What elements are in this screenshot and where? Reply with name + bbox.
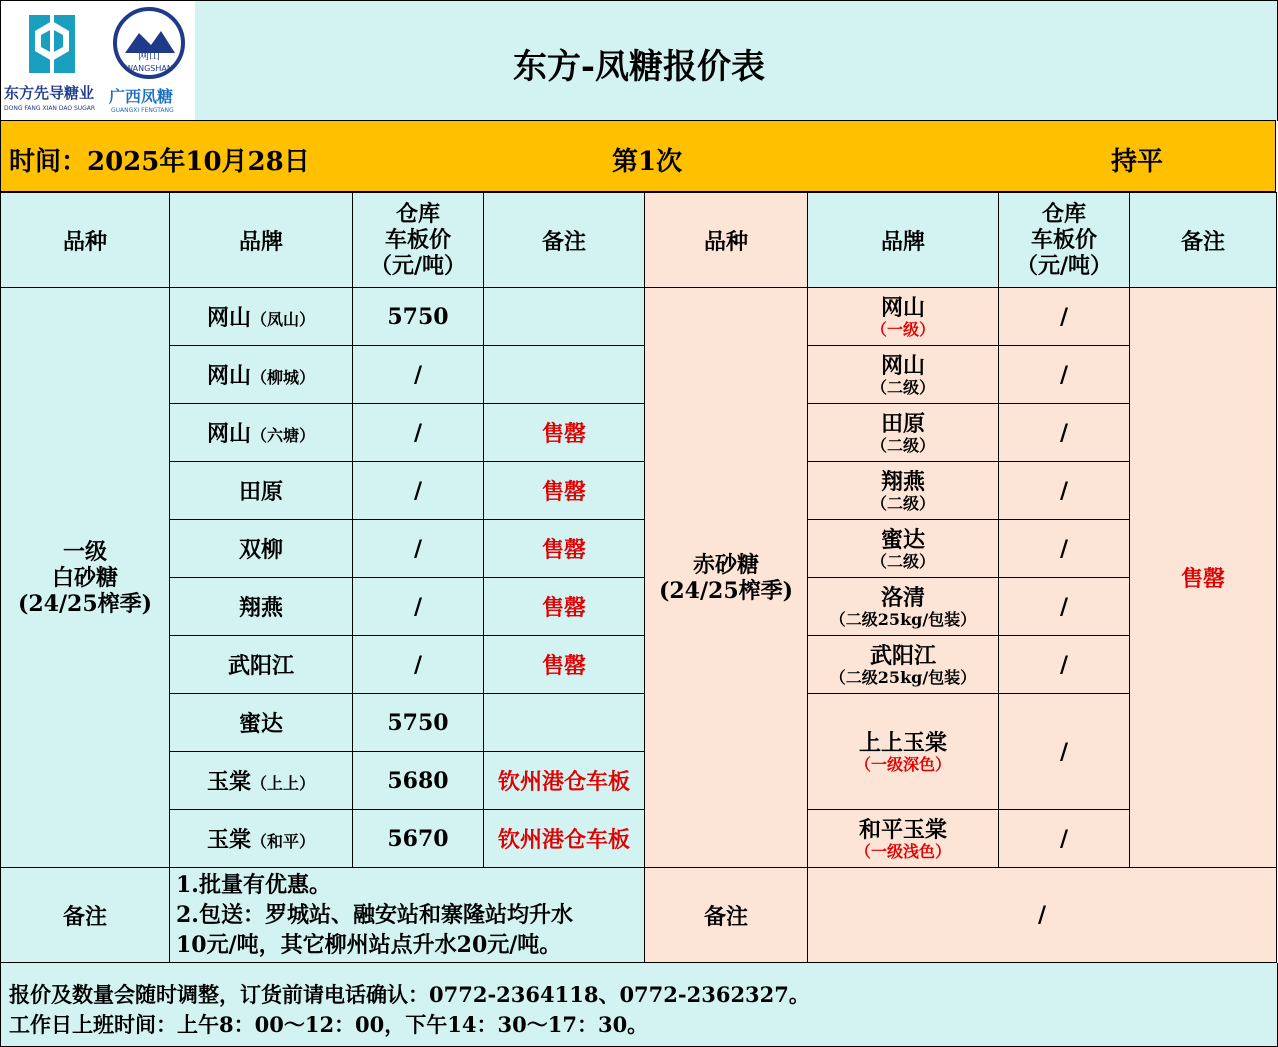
left-note: 钦州港仓车板 [484, 810, 645, 868]
left-note [484, 346, 645, 404]
header-brand: 品牌 [170, 193, 353, 288]
left-note: 售罄 [484, 404, 645, 462]
left-note: 售罄 [484, 578, 645, 636]
left-brand: 网山（六塘） [170, 404, 353, 462]
header-variety-right: 品种 [645, 193, 808, 288]
left-brand: 武阳江 [170, 636, 353, 694]
right-brand: 网山 （一级） [808, 288, 999, 346]
price-table [0, 192, 1277, 963]
left-price: / [353, 578, 484, 636]
right-price: / [999, 288, 1130, 346]
left-brand: 玉棠（和平） [170, 810, 353, 868]
header-brand-right: 品牌 [808, 193, 999, 288]
table-row [1, 346, 1277, 404]
remarks-value-right: / [808, 868, 1277, 963]
header-note: 备注 [484, 193, 645, 288]
right-price: / [999, 462, 1130, 520]
left-brand: 翔燕 [170, 578, 353, 636]
table-row [1, 810, 1277, 868]
left-note [484, 288, 645, 346]
svg-text:网山: 网山 [138, 49, 160, 62]
left-price: 5670 [353, 810, 484, 868]
remarks-label-right: 备注 [645, 868, 808, 963]
left-brand: 蜜达 [170, 694, 353, 752]
remarks-text: 1.批量有优惠。 2.包送：罗城站、融安站和寨隆站均升水 10元/吨，其它柳州站点升水20元/吨。 [170, 868, 645, 963]
left-price: 5680 [353, 752, 484, 810]
left-variety: 一级 白砂糖 (24/25榨季) [1, 288, 170, 868]
right-price: / [999, 520, 1130, 578]
header-variety: 品种 [1, 193, 170, 288]
table-row [1, 694, 1277, 752]
right-brand: 翔燕 （二级） [808, 462, 999, 520]
page-title: 东方-凤糖报价表 [512, 47, 766, 87]
quote-round: 第1次 [612, 147, 683, 177]
svg-text:WANGSHAN: WANGSHAN [125, 64, 173, 73]
left-price: / [353, 636, 484, 694]
table-row [1, 462, 1277, 520]
right-brand: 武阳江 （二级25kg/包装） [808, 636, 999, 694]
footer-notice [0, 963, 1278, 1047]
svg-text:DONG FANG XIAN DAO SUGAR: DONG FANG XIAN DAO SUGAR [4, 105, 96, 112]
right-price: / [999, 404, 1130, 462]
left-note [484, 694, 645, 752]
right-brand: 上上玉棠 （一级深色） [808, 694, 999, 810]
left-brand: 玉棠（上上） [170, 752, 353, 810]
quote-date: 时间：2025年10月28日 [9, 147, 310, 177]
header-price: 仓库 车板价 （元/吨） [353, 193, 484, 288]
left-note: 售罄 [484, 520, 645, 578]
right-brand: 和平玉棠 （一级浅色） [808, 810, 999, 868]
table-row [1, 404, 1277, 462]
remarks-row [1, 868, 1277, 963]
footer-line-hours: 工作日上班时间：上午8：00～12：00，下午14：30～17：30。 [9, 1012, 649, 1037]
right-price: / [999, 636, 1130, 694]
sheet-header [0, 0, 1278, 121]
right-brand: 网山 （二级） [808, 346, 999, 404]
left-price: / [353, 462, 484, 520]
table-row [1, 288, 1277, 346]
left-price: 5750 [353, 288, 484, 346]
right-variety: 赤砂糖 (24/25榨季) [645, 288, 808, 868]
left-price: / [353, 346, 484, 404]
right-brand: 蜜达 （二级） [808, 520, 999, 578]
header-price-right: 仓库 车板价 （元/吨） [999, 193, 1130, 288]
left-note: 售罄 [484, 636, 645, 694]
left-price: 5750 [353, 694, 484, 752]
right-brand: 田原 （二级） [808, 404, 999, 462]
svg-text:东方先导糖业: 东方先导糖业 [4, 84, 95, 102]
right-price: / [999, 694, 1130, 810]
right-brand: 洛清 （二级25kg/包装） [808, 578, 999, 636]
left-brand: 田原 [170, 462, 353, 520]
svg-text:GUANGXI FENGTANG: GUANGXI FENGTANG [111, 107, 174, 114]
table-row [1, 520, 1277, 578]
left-brand: 双柳 [170, 520, 353, 578]
table-row [1, 578, 1277, 636]
svg-text:广西凤糖: 广西凤糖 [109, 87, 174, 106]
column-header-row [1, 193, 1277, 288]
left-brand: 网山（凤山） [170, 288, 353, 346]
left-price: / [353, 520, 484, 578]
info-bar [0, 120, 1276, 192]
right-price: / [999, 810, 1130, 868]
remarks-label: 备注 [1, 868, 170, 963]
right-note: 售罄 [1130, 288, 1277, 868]
right-price: / [999, 346, 1130, 404]
left-brand: 网山（柳城） [170, 346, 353, 404]
left-price: / [353, 404, 484, 462]
left-note: 钦州港仓车板 [484, 752, 645, 810]
right-price: / [999, 578, 1130, 636]
table-row [1, 636, 1277, 694]
footer-line-contact: 报价及数量会随时调整，订货前请电话确认：0772-2364118、0772-2362327。 [9, 982, 810, 1007]
price-trend: 持平 [1111, 147, 1164, 177]
left-note: 售罄 [484, 462, 645, 520]
header-note-right: 备注 [1130, 193, 1277, 288]
